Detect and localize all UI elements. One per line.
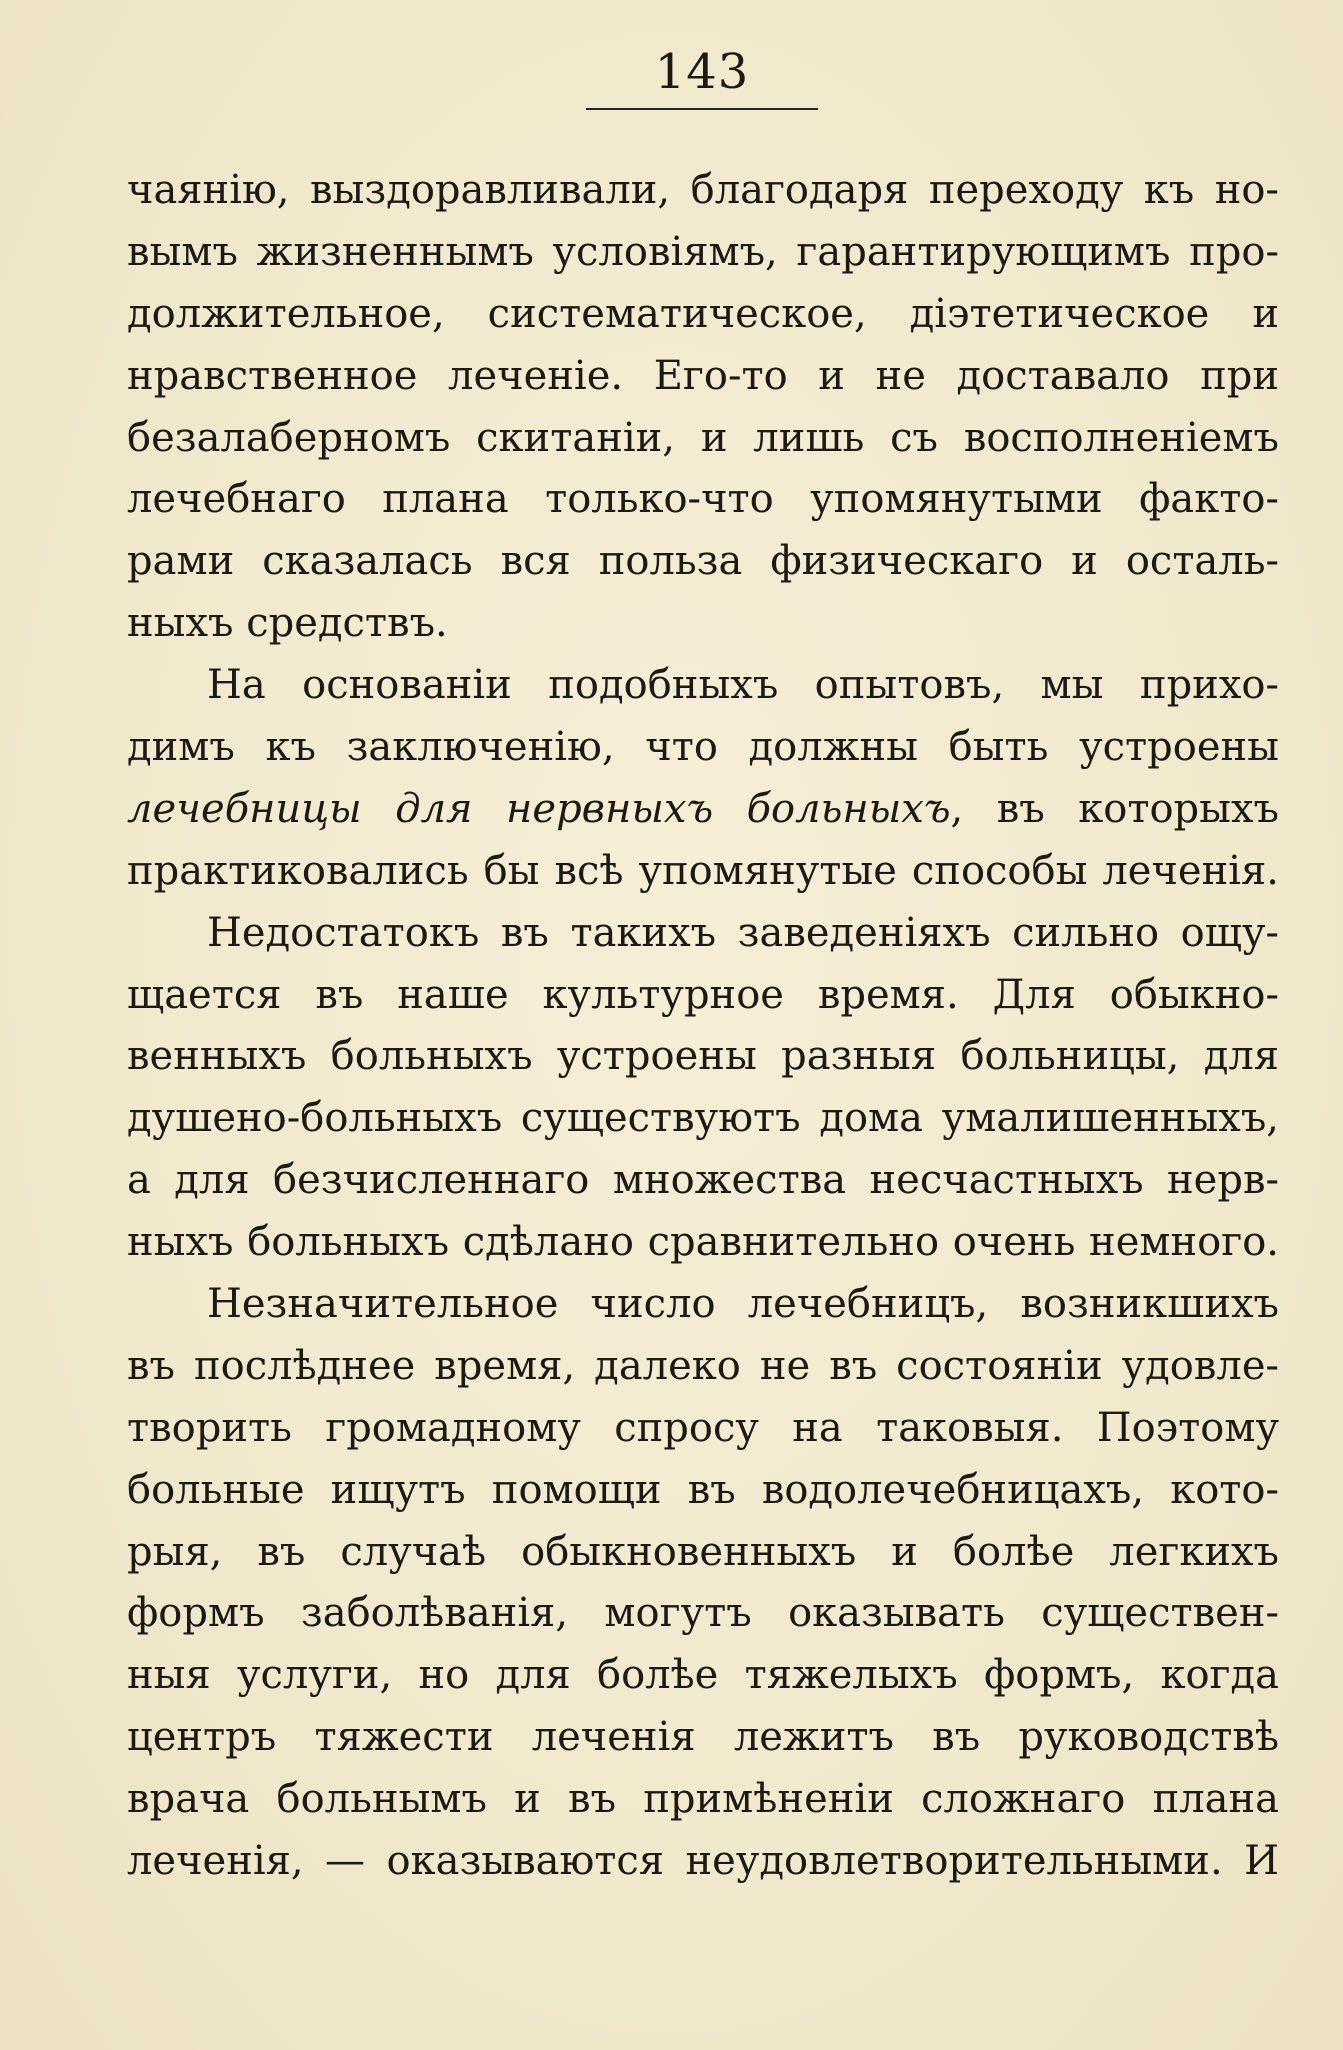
text-line: ныхъ средствъ. bbox=[127, 600, 448, 647]
text-line: Недостатокъ въ такихъ заведеніяхъ сильно ощу- bbox=[207, 909, 1279, 956]
text-line: больные ищутъ помощи въ водолечебницахъ, кото- bbox=[127, 1466, 1279, 1513]
text-line: щается въ наше культурное время. Для обыкно- bbox=[127, 971, 1279, 1018]
text-line: На основаніи подобныхъ опытовъ, мы прихо- bbox=[207, 662, 1279, 709]
text-line: рыя, въ случаѣ обыкновенныхъ и болѣе легкихъ bbox=[127, 1528, 1279, 1575]
page-number: 143 bbox=[654, 44, 750, 100]
text-line: Незначительное число лечебницъ, возникшихъ bbox=[207, 1281, 1279, 1328]
text-line: должительное, систематическое, діэтетическое и bbox=[127, 290, 1279, 337]
text-line: врача больнымъ и въ примѣненіи сложнаго плана bbox=[127, 1776, 1279, 1823]
text-line: а для безчисленнаго множества несчастныхъ нерв- bbox=[127, 1157, 1279, 1204]
text-line: лечебницы для нервныхъ больныхъ, въ которыхъ bbox=[127, 785, 1280, 832]
text-line: лечебнаго плана только-что упомянутыми факто- bbox=[127, 476, 1279, 523]
text-line: ныя услуги, но для болѣе тяжелыхъ формъ, когда bbox=[127, 1652, 1279, 1699]
page-header bbox=[586, 44, 818, 110]
text-line: чаянію, выздоравливали, благодаря переходу къ но- bbox=[127, 167, 1279, 213]
body-text bbox=[127, 160, 1279, 1893]
header-rule bbox=[586, 108, 818, 110]
text-line: творить громадному спросу на таковыя. Поэтому bbox=[127, 1404, 1279, 1451]
text-line: нравственное леченіе. Его-то и не доставало при bbox=[127, 352, 1279, 399]
text-line: рами сказалась вся польза физическаго и осталь- bbox=[127, 538, 1279, 585]
text-line: безалаберномъ скитаніи, и лишь съ восполненіемъ bbox=[127, 414, 1279, 461]
text-line: вымъ жизненнымъ условіямъ, гарантирующимъ про- bbox=[127, 228, 1279, 275]
text-line: леченія, — оказываются неудовлетворительными. И bbox=[127, 1838, 1279, 1885]
text-line: центръ тяжести леченія лежитъ въ руководствѣ bbox=[127, 1714, 1279, 1761]
text-line: димъ къ заключенію, что должны быть устроены bbox=[127, 724, 1279, 771]
text-line: ныхъ больныхъ сдѣлано сравнительно очень немного. bbox=[127, 1219, 1279, 1266]
emphasized-phrase: лечебницы для нервныхъ больныхъ bbox=[127, 785, 951, 832]
text-line: практиковались бы всѣ упомянутые способы леченія. bbox=[127, 847, 1279, 894]
text-line: формъ заболѣванія, могутъ оказывать существен- bbox=[127, 1590, 1279, 1637]
text-line: душено-больныхъ существуютъ дома умалишенныхъ, bbox=[127, 1095, 1279, 1142]
text-line: въ послѣднее время, далеко не въ состояніи удовле- bbox=[127, 1342, 1279, 1389]
text-line: венныхъ больныхъ устроены разныя больницы, для bbox=[127, 1033, 1279, 1080]
